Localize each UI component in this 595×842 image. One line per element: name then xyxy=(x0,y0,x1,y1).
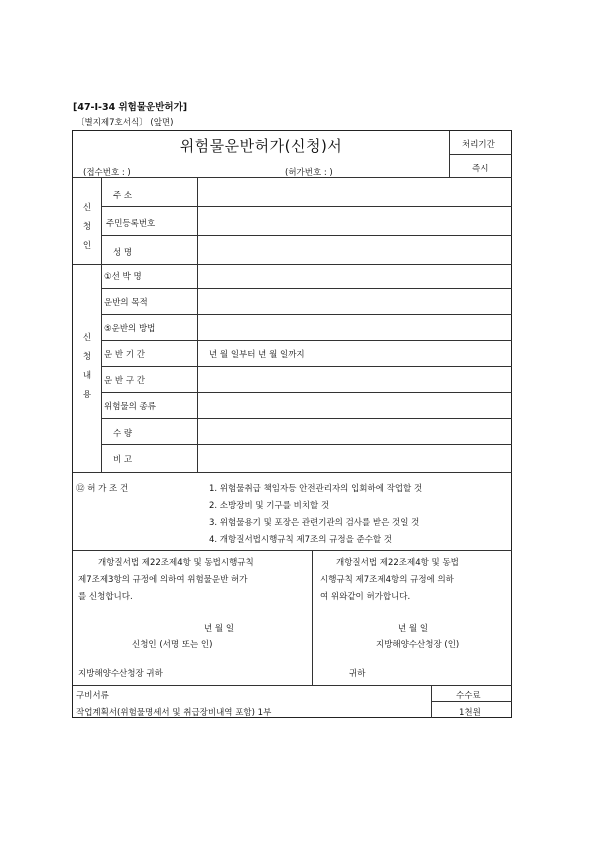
cargo-type-label: 위험물의 종류 xyxy=(104,402,156,412)
applicant-group-divider xyxy=(101,177,102,265)
form-title: 위험물운반허가(신청)서 xyxy=(179,137,343,155)
header-line xyxy=(73,177,512,178)
condition-item: 2. 소방장비 및 기구를 비치할 것 xyxy=(209,501,330,511)
condition-item: 4. 개항질서법시행규칙 제7조의 규정을 준수할 것 xyxy=(209,535,393,545)
processing-line xyxy=(449,154,512,155)
issuer-seal: 지방해양수산청장 (인) xyxy=(376,640,460,650)
purpose-label: 운반의 목적 xyxy=(104,298,148,308)
required-documents-label: 구비서류 xyxy=(76,691,109,701)
row-line xyxy=(101,392,512,393)
content-group-divider xyxy=(101,264,102,473)
receipt-number: (접수번호 : ) xyxy=(83,168,131,178)
section-line xyxy=(73,550,512,551)
processing-value: 즉시 xyxy=(472,164,489,174)
application-date: 년 월 일 xyxy=(204,624,235,634)
row-line xyxy=(101,235,512,236)
period-value: 년 월 일부터 년 월 일까지 xyxy=(209,350,305,360)
row-line xyxy=(101,314,512,315)
name-label: 성 명 xyxy=(113,248,133,258)
row-line xyxy=(101,340,512,341)
permission-recipient: 귀하 xyxy=(349,669,366,679)
processing-label: 처리기간 xyxy=(462,140,495,150)
row-line xyxy=(101,444,512,445)
row-line xyxy=(101,288,512,289)
section-line xyxy=(73,472,512,473)
conditions-label: ⑫ 허 가 조 건 xyxy=(76,484,129,494)
permit-form xyxy=(72,130,512,718)
condition-item: 1. 위험물취급 책임자등 안전관리자의 입회하에 작업할 것 xyxy=(209,484,423,494)
required-documents-item: 작업계획서(위험물명세서 및 취급장비내역 포함) 1부 xyxy=(76,708,272,718)
form-id: 〔별지제7호서식〕 (앞면) xyxy=(76,118,174,128)
section-line xyxy=(73,264,512,265)
fee-label: 수수료 xyxy=(456,691,481,701)
fee-value: 1천원 xyxy=(459,708,481,718)
method-label: ⑤운반의 방법 xyxy=(104,324,156,334)
document-id: [47-Ⅰ-34 위험물운반허가] xyxy=(73,102,188,113)
permission-date: 년 월 일 xyxy=(398,624,429,634)
route-label: 운 반 구 간 xyxy=(104,376,145,386)
application-statement: 개항질서법 제22조제4항 및 동법시행규칙 제7조제3항의 규정에 의하여 위험물운반 허가 를 신청합니다. xyxy=(78,558,254,602)
resident-number-label: 주민등록번호 xyxy=(106,219,156,229)
permit-number: (허가번호 : ) xyxy=(285,168,333,178)
application-recipient: 지방해양수산청장 귀하 xyxy=(78,669,163,679)
vessel-name-label: ①선 박 명 xyxy=(104,272,142,282)
row-line xyxy=(101,366,512,367)
label-column-divider xyxy=(197,177,198,473)
content-group-label: 신 청 내 용 xyxy=(82,333,92,400)
section-line xyxy=(73,685,512,686)
applicant-signature: 신청인 (서명 또는 인) xyxy=(132,640,213,650)
condition-item: 3. 위험물용기 및 포장은 관련기관의 검사를 받은 것일 것 xyxy=(209,518,420,528)
row-line xyxy=(101,206,512,207)
quantity-label: 수 량 xyxy=(113,429,133,439)
row-line xyxy=(101,418,512,419)
address-label: 주 소 xyxy=(113,191,133,201)
period-label: 운 반 기 간 xyxy=(104,350,145,360)
declaration-divider xyxy=(312,550,313,685)
applicant-group-label: 신 청 인 xyxy=(82,203,92,251)
fee-line xyxy=(431,701,512,702)
permission-statement: 개항질서법 제22조제4항 및 동법 시행규칙 제7조제4항의 규정에 의하 여 위와같이 허가합니다. xyxy=(320,558,459,602)
remarks-label: 비 고 xyxy=(113,455,133,465)
